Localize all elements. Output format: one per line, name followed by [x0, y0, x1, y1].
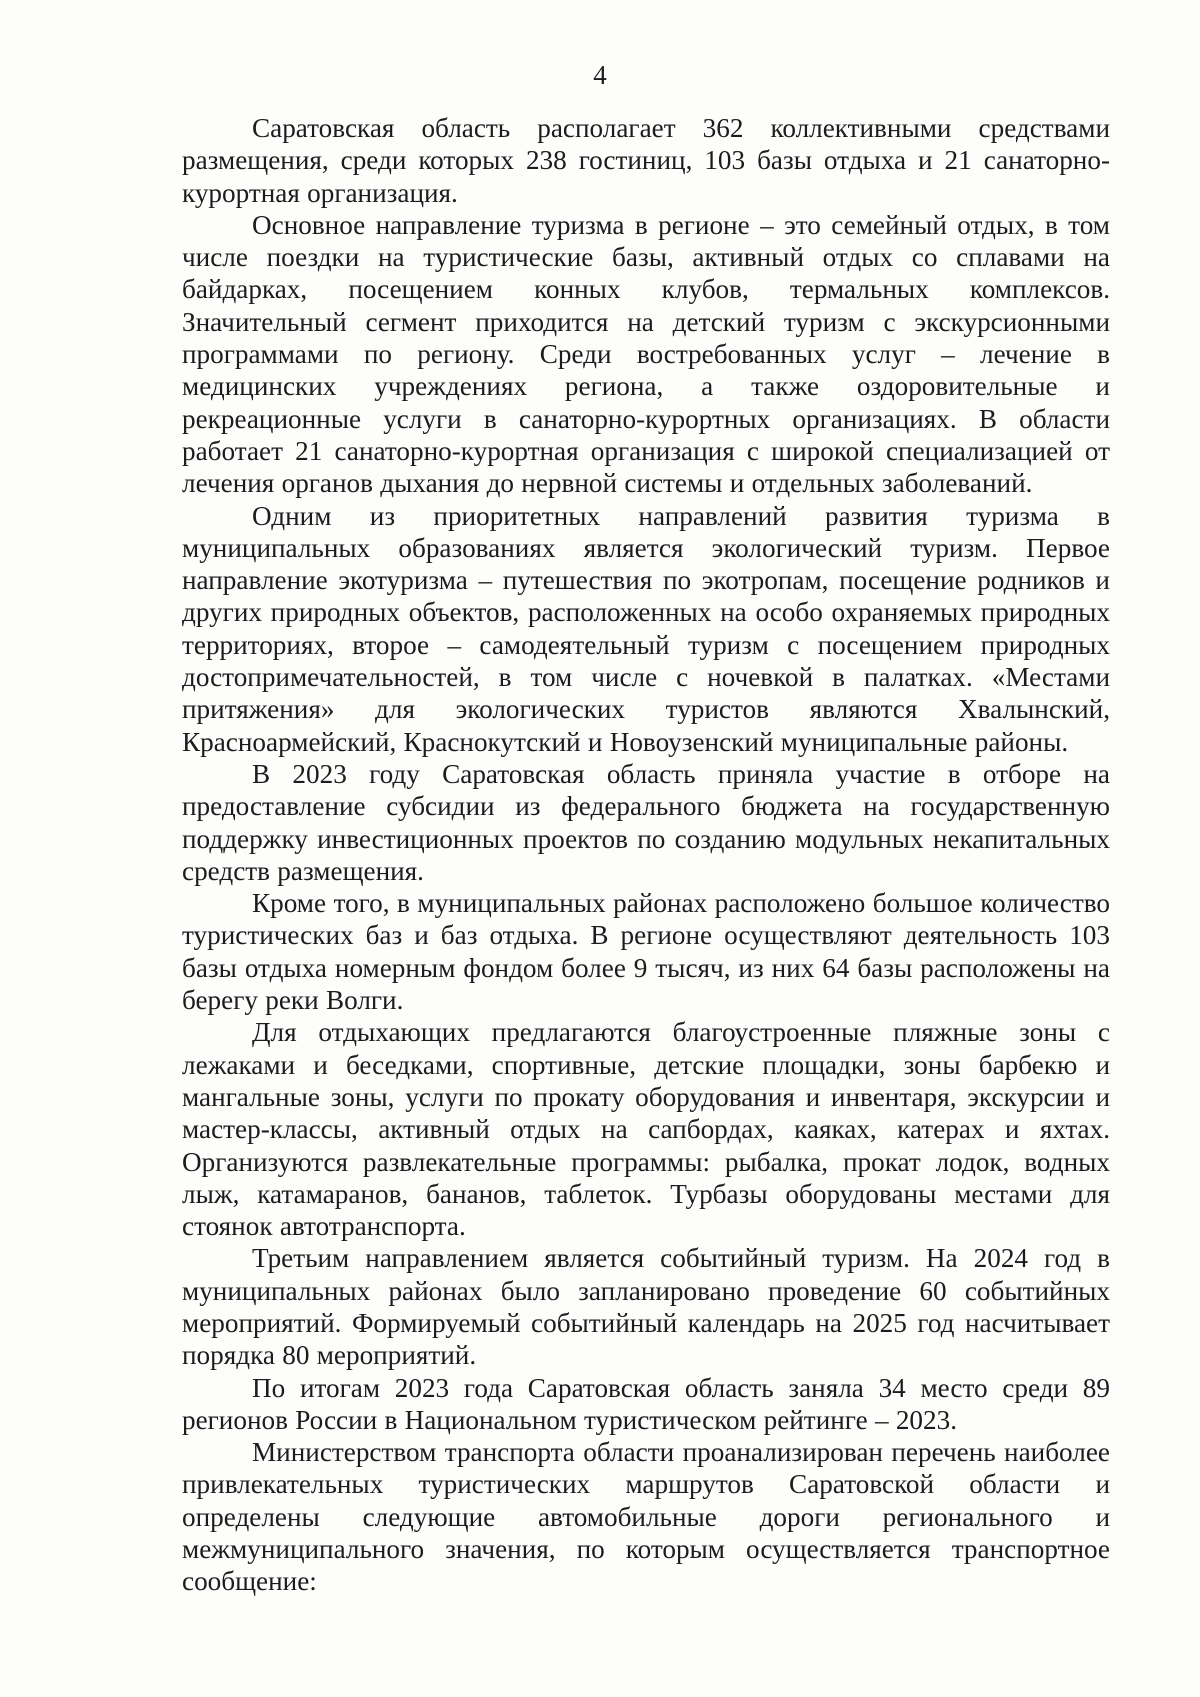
paragraph-subsidy-2023: В 2023 году Саратовская область приняла участие в отборе на предоставление субсидии из федерального бюджета на государственную поддержку инвестиционных проектов по созданию модульных некапитальных средств размещения. [182, 758, 1110, 886]
document-body [182, 112, 1110, 1598]
paragraph-event-tourism: Третьим направлением является событийный туризм. На 2024 год в муниципальных районах было запланировано проведение 60 событийных мероприятий. Формируемый событийный календарь на 2025 год насчитывает порядка 80 мероприятий. [182, 1243, 1110, 1371]
paragraph-services: Для отдыхающих предлагаются благоустроенные пляжные зоны с лежаками и беседками, спортивные, детские площадки, зоны барбекю и мангальные зоны, услуги по прокату оборудования и инвентаря, экскурсии и мастер-классы, активный отдых на сапбордах, каяках, катерах и яхтах. Организуются развлекательные программы: рыбалка, прокат лодок, водных лыж, катамаранов, бананов, таблеток. Турбазы оборудованы местами для стоянок автотранспорта. [182, 1017, 1110, 1242]
page-number: 4 [593, 60, 607, 90]
paragraph-main-direction: Основное направление туризма в регионе – это семейный отдых, в том числе поездки на туристические базы, активный отдых со сплавами на байдарках, посещением конных клубов, термальных комплексов. Значительный сегмент приходится на детский туризм с экскурсионными программами по региону. Среди востребованных услуг – лечение в медицинских учреждениях региона, а также оздоровительные и рекреационные услуги в санаторно-курортных организациях. В области работает 21 санаторно-курортная организация с широкой специализацией от лечения органов дыхания до нервной системы и отдельных заболеваний. [182, 209, 1110, 499]
paragraph-accommodation: Саратовская область располагает 362 коллективными средствами размещения, среди которых 238 гостиниц, 103 базы отдыха и 21 санаторно-курортная организация. [182, 113, 1110, 208]
paragraph-rating: По итогам 2023 года Саратовская область заняла 34 место среди 89 регионов России в Национальном туристическом рейтинге – 2023. [182, 1372, 1110, 1435]
paragraph-recreation-bases: Кроме того, в муниципальных районах расположено большое количество туристических баз и баз отдыха. В регионе осуществляют деятельность 103 базы отдыха номерным фондом более 9 тысяч, из них 64 базы расположены на берегу реки Волги. [182, 888, 1110, 1016]
paragraph-transport-ministry: Министерством транспорта области проанализирован перечень наиболее привлекательных туристических маршрутов Саратовской области и определены следующие автомобильные дороги регионального и межмуниципального значения, по которым осуществляется транспортное сообщение: [182, 1437, 1110, 1597]
paragraph-eco-tourism: Одним из приоритетных направлений развития туризма в муниципальных образованиях является экологический туризм. Первое направление экотуризма – путешествия по экотропам, посещение родников и других природных объектов, расположенных на особо охраняемых природных территориях, второе – самодеятельный туризм с посещением природных достопримечательностей, в том числе с ночевкой в палатках. «Местами притяжения» для экологических туристов являются Хвалынский, Красноармейский, Краснокутский и Новоузенский муниципальные районы. [182, 500, 1110, 757]
